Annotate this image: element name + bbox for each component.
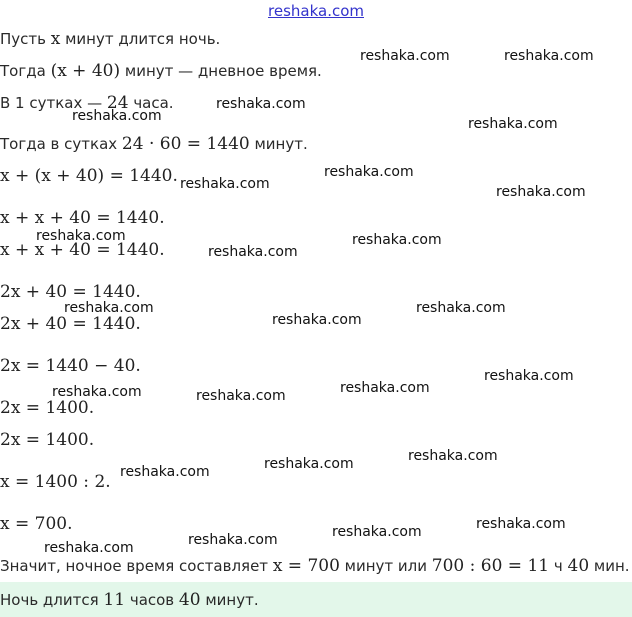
math-expr: 40	[567, 556, 590, 576]
answer-text: часов	[125, 591, 179, 609]
line-text: минут — дневное время.	[120, 62, 322, 80]
watermark: reshaka.com	[468, 116, 558, 132]
equation-2: x + x + 40 = 1440.	[0, 208, 165, 228]
watermark: reshaka.com	[64, 300, 154, 316]
watermark: reshaka.com	[180, 176, 270, 192]
line-text: минут или	[339, 557, 432, 575]
watermark: reshaka.com	[504, 48, 594, 64]
line-text: мин.	[589, 557, 630, 575]
watermark: reshaka.com	[264, 456, 354, 472]
watermark: reshaka.com	[496, 184, 586, 200]
watermark: reshaka.com	[332, 524, 422, 540]
watermark: reshaka.com	[476, 516, 566, 532]
answer-box	[0, 582, 632, 617]
math-expr: (x + 40)	[50, 61, 121, 81]
math-expr: x	[50, 29, 61, 49]
equation-9: x = 1400 : 2.	[0, 472, 111, 492]
watermark: reshaka.com	[360, 48, 450, 64]
equation-3: x + x + 40 = 1440.	[0, 240, 165, 260]
line-text: Значит, ночное время составляет	[0, 557, 273, 575]
math-expr: 40	[178, 590, 201, 610]
line-text: Пусть	[0, 30, 51, 48]
math-expr: 11	[103, 590, 126, 610]
watermark: reshaka.com	[416, 300, 506, 316]
watermark: reshaka.com	[52, 384, 142, 400]
math-expr: 700 : 60 = 11	[431, 556, 550, 576]
line-text: Тогда в сутках	[0, 135, 122, 153]
watermark: reshaka.com	[324, 164, 414, 180]
solution-line-4	[0, 134, 308, 154]
watermark: reshaka.com	[408, 448, 498, 464]
watermark: reshaka.com	[196, 388, 286, 404]
line-text: Тогда	[0, 62, 51, 80]
watermark: reshaka.com	[272, 312, 362, 328]
watermark: reshaka.com	[36, 228, 126, 244]
line-text: минут.	[249, 135, 308, 153]
line-text: В 1 сутках —	[0, 94, 107, 112]
equation-10: x = 700.	[0, 514, 73, 534]
equation-5: 2x + 40 = 1440.	[0, 314, 141, 334]
watermark: reshaka.com	[120, 464, 210, 480]
line-text: часа.	[128, 94, 174, 112]
math-expr: 24 · 60 = 1440	[121, 134, 250, 154]
watermark: reshaka.com	[188, 532, 278, 548]
equation-4: 2x + 40 = 1440.	[0, 282, 141, 302]
watermark: reshaka.com	[352, 232, 442, 248]
math-expr: 24	[106, 93, 129, 113]
equation-8: 2x = 1400.	[0, 430, 95, 450]
solution-line-1	[0, 29, 220, 49]
math-expr: x = 700	[272, 556, 340, 576]
watermark: reshaka.com	[340, 380, 430, 396]
conclusion-line	[0, 556, 630, 576]
equation-7: 2x = 1400.	[0, 398, 95, 418]
watermark: reshaka.com	[216, 96, 306, 112]
answer-text: минут.	[200, 591, 259, 609]
equation-1: x + (x + 40) = 1440.	[0, 166, 178, 186]
watermark: reshaka.com	[44, 540, 134, 556]
solution-line-2	[0, 61, 322, 81]
equation-6: 2x = 1440 − 40.	[0, 356, 141, 376]
watermark: reshaka.com	[72, 108, 162, 124]
watermark: reshaka.com	[484, 368, 574, 384]
answer-text: Ночь длится	[0, 591, 104, 609]
watermark: reshaka.com	[208, 244, 298, 260]
site-brand-link[interactable]: reshaka.com	[268, 2, 364, 20]
line-text: ч	[549, 557, 568, 575]
line-text: минут длится ночь.	[60, 30, 221, 48]
